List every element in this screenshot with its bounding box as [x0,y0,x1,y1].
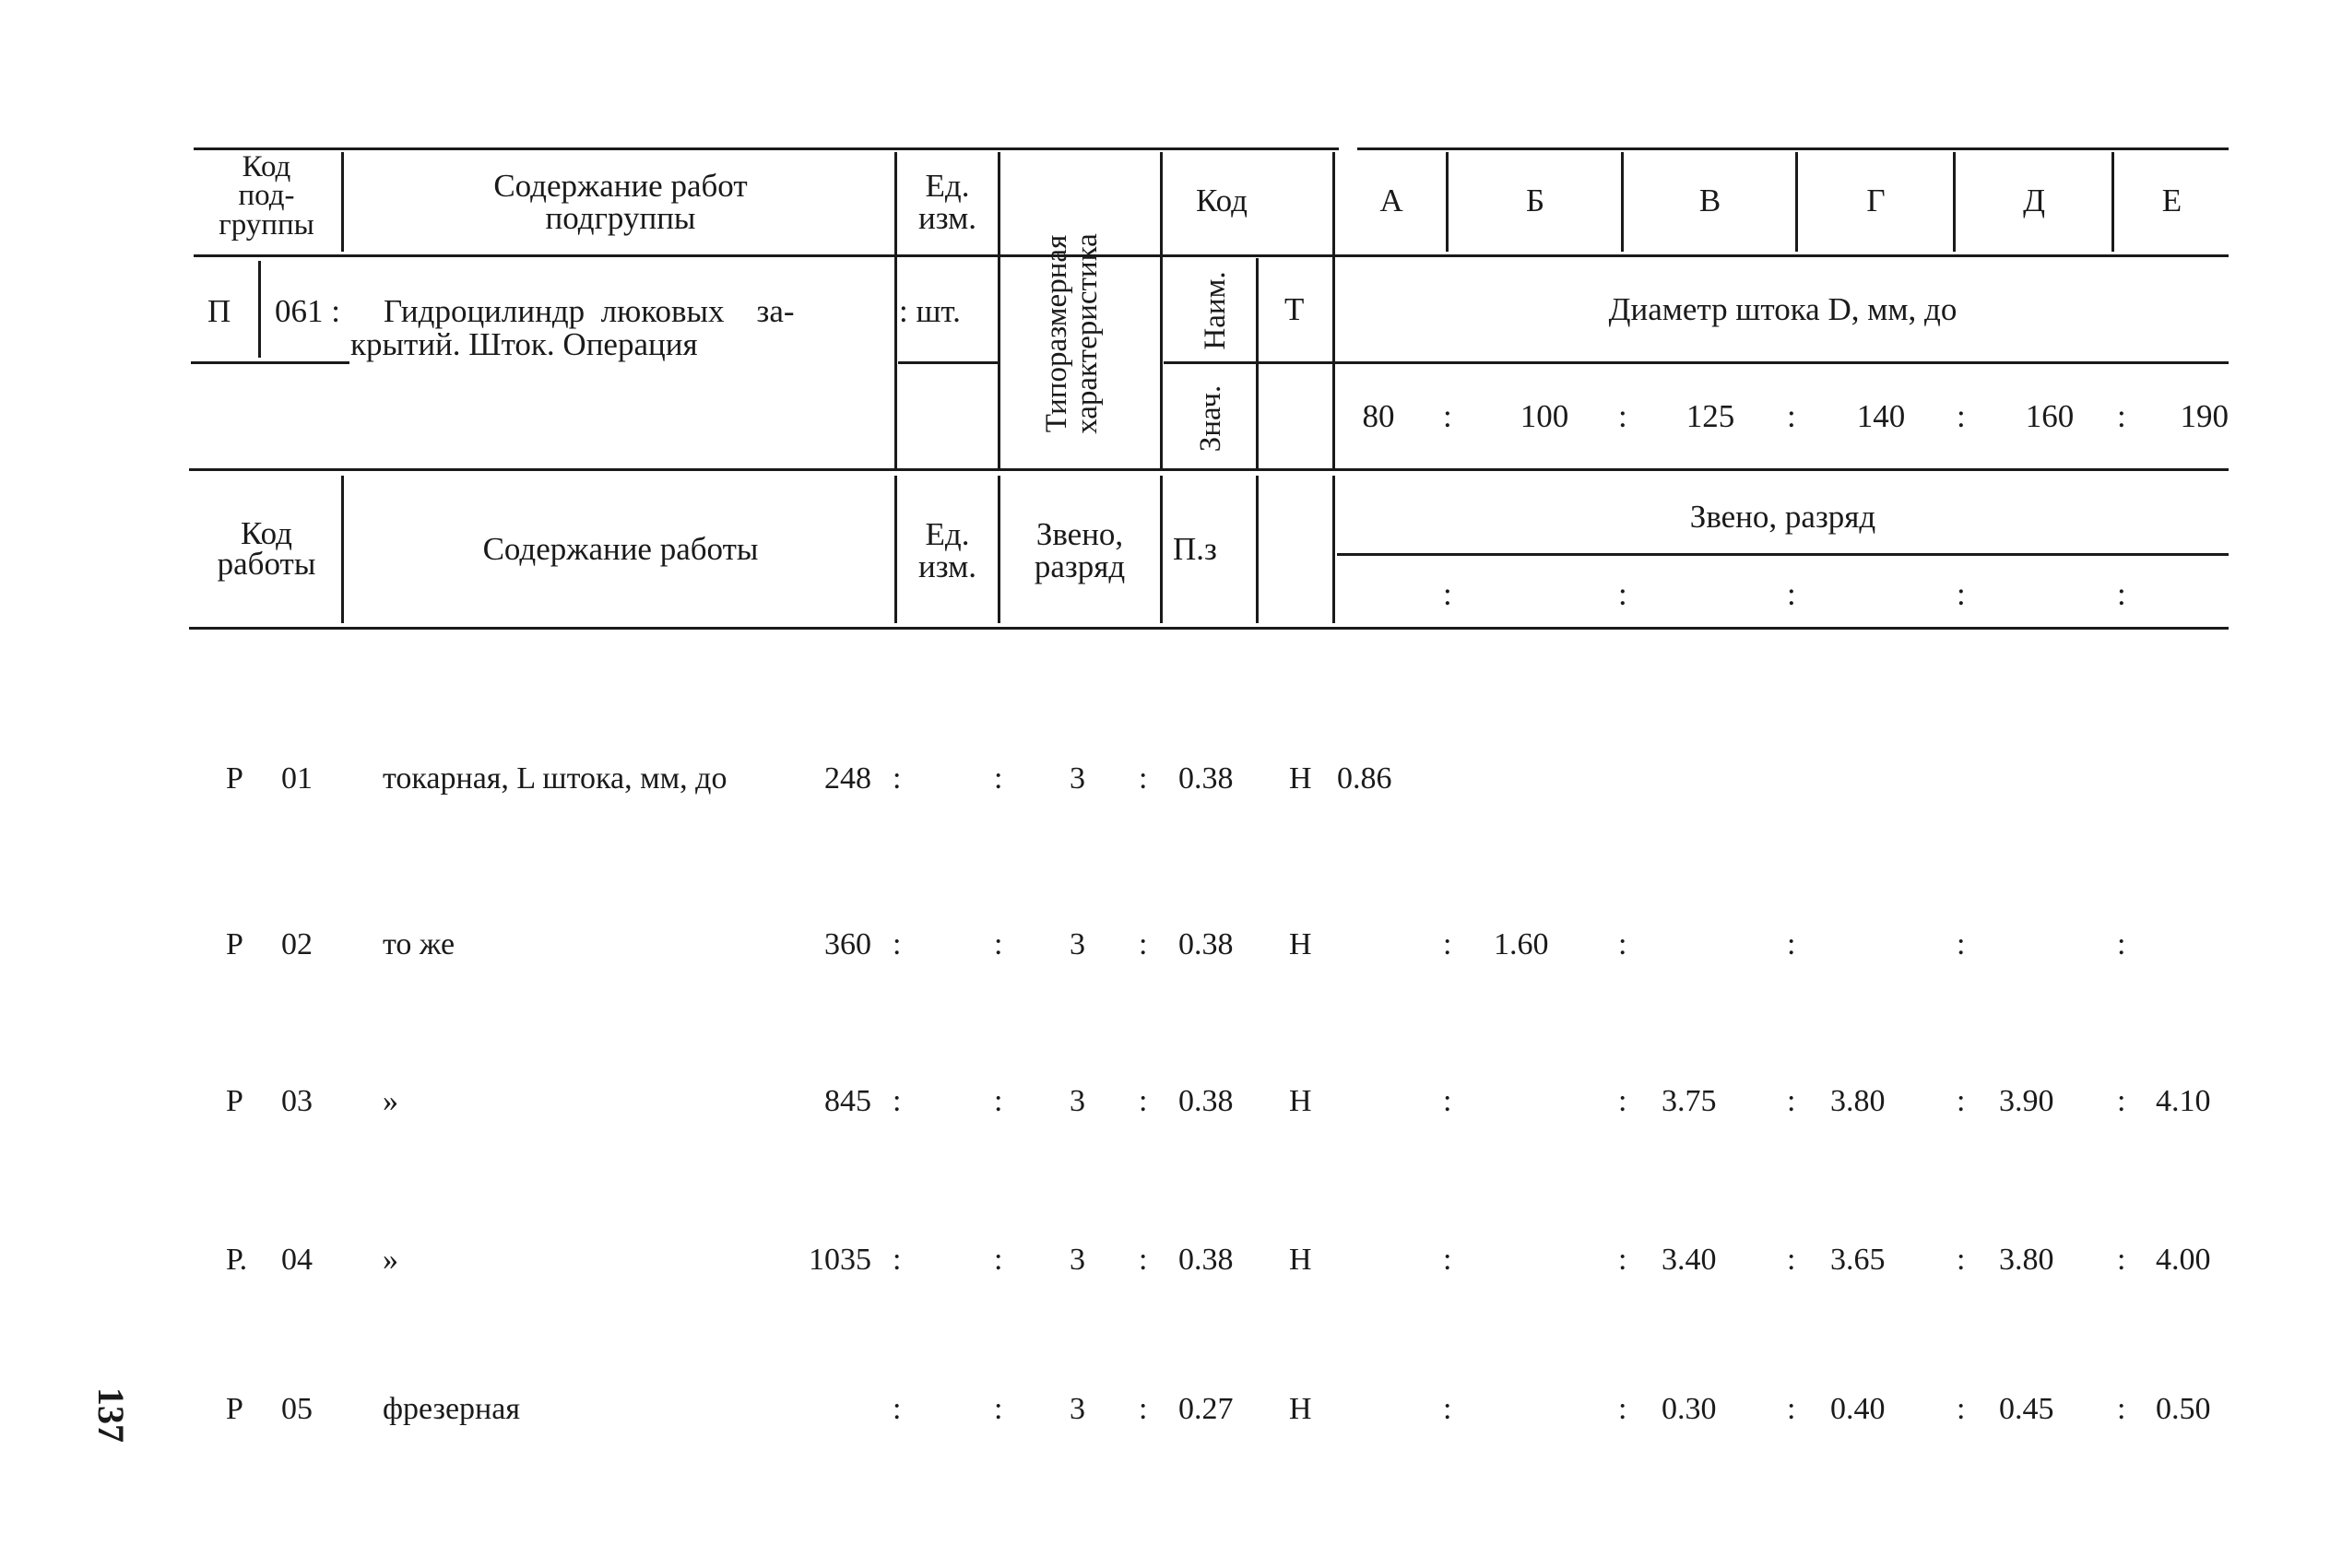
vrule-3 [998,152,1000,470]
row-length: 845 [824,1084,871,1118]
row-length: 1035 [809,1243,871,1277]
row-sep: : [2117,1243,2126,1277]
code-label: Код [1196,183,1248,218]
row-sep: : [994,761,1003,796]
sep-cg4: : [1957,576,1966,612]
rule-code-mid [1164,361,2229,364]
row-sep: : [1787,1243,1796,1277]
vrule-9 [1953,152,1956,252]
vrule-p [258,261,261,358]
row-value: 3.80 [1999,1243,2054,1277]
rule-header-sub [194,254,2229,257]
vrule-l4 [1160,476,1163,623]
subgroup-title-line1: Гидроцилиндр люковых за- [384,293,795,329]
row-pz: 0.38 [1178,761,1234,796]
sep-d2: : [1618,398,1627,434]
work-code-label: Код работы [217,515,316,583]
row-value: 3.80 [1830,1084,1886,1118]
page-number: 137 [90,1387,132,1443]
vrule-7 [1621,152,1624,252]
subgroup-title-line2: крытий. Шток. Операция [350,326,698,362]
row-sep: : [1787,1392,1796,1426]
row-value: 0.40 [1830,1392,1886,1426]
row-sep: : [1618,1084,1627,1118]
diameter-value-v: 125 [1686,398,1735,434]
rule-top-left [194,147,1339,150]
row-grade: 3 [1070,761,1085,796]
row-sep: : [1139,1084,1148,1118]
row-sep: : [1787,1084,1796,1118]
row-code: 01 [281,761,313,796]
row-value: 4.00 [2156,1243,2211,1277]
row-sep: : [1443,1392,1452,1426]
row-sep: : [1443,1243,1452,1277]
row-value: 3.65 [1830,1243,1886,1277]
column-a: А [1379,183,1403,218]
row-sep: : [994,1392,1003,1426]
vrule-5 [1332,152,1335,470]
diameter-value-g: 140 [1856,398,1906,434]
diameter-value-b: 100 [1520,398,1569,434]
column-g: Г [1866,183,1886,218]
row-t: Н [1289,927,1312,961]
row-sep: : [2117,1084,2126,1118]
row-content: токарная, L штока, мм, до [383,761,727,796]
vrule-l6 [1332,476,1335,623]
row-sep: : [1957,1243,1966,1277]
row-grade: 3 [1070,1084,1085,1118]
work-content-label: Содержание работы [482,531,759,567]
row-pz: 0.38 [1178,1243,1234,1277]
diameter-value-a: 80 [1362,398,1395,434]
row-code: 05 [281,1392,313,1426]
diameter-label: Диаметр штока D, мм, до [1608,291,1958,327]
row-sep: : [1787,927,1796,961]
row-t: Н [1289,1084,1312,1118]
row-t: Н [1289,761,1312,796]
subgroup-code-label: Код под- группы [219,150,314,242]
row-content: » [383,1084,398,1118]
column-d: Д [2023,183,2045,218]
row-sep: : [1443,927,1452,961]
row-value: 0.45 [1999,1392,2054,1426]
row-sep: : [994,1243,1003,1277]
vrule-l2 [894,476,897,623]
vrule-6 [1446,152,1449,252]
row-length: 248 [824,761,871,796]
row-code: 02 [281,927,313,961]
row-value: 0.30 [1662,1392,1717,1426]
value-label: Знач. [1194,384,1227,453]
column-e: Е [2161,183,2182,218]
subgroup-prefix: П [207,293,231,329]
row-value: 1.60 [1494,927,1549,961]
sep-d5: : [2117,398,2126,434]
row-content: » [383,1243,398,1277]
row-sep: : [2117,1392,2126,1426]
row-sep: : [1443,1084,1452,1118]
diameter-value-e: 190 [2180,398,2229,434]
vrule-1 [341,152,344,252]
sep-cg2: : [1618,576,1627,612]
rule-subgroup-unit [898,361,999,364]
row-grade: 3 [1070,1243,1085,1277]
row-sep: : [1957,1084,1966,1118]
row-sep: : [1139,761,1148,796]
t-label: Т [1284,291,1305,327]
row-value: 0.86 [1337,761,1392,796]
work-unit-label: Ед. изм. [918,516,976,584]
row-grade: 3 [1070,1392,1085,1426]
rule-crew-sub [1337,553,2229,556]
row-sep: : [994,927,1003,961]
row-value: 3.90 [1999,1084,2054,1118]
row-sep: : [1139,1392,1148,1426]
row-sep: : [1618,1392,1627,1426]
row-prefix: Р [226,927,243,961]
row-pz: 0.27 [1178,1392,1234,1426]
column-v: В [1698,183,1721,218]
vrule-2 [894,152,897,470]
subgroup-code: 061 : [275,293,340,329]
row-sep: : [893,761,902,796]
row-t: Н [1289,1392,1312,1426]
vrule-l3 [998,476,1000,623]
row-sep: : [1618,1243,1627,1277]
rule-top-right [1357,147,2229,150]
row-value: 4.10 [2156,1084,2211,1118]
crew-grade-label: Звено, разряд [1689,499,1876,535]
row-sep: : [1957,927,1966,961]
row-t: Н [1289,1243,1312,1277]
sep-d3: : [1787,398,1796,434]
size-characteristic-label: Типоразмерная характеристика [1040,233,1104,434]
row-sep: : [994,1084,1003,1118]
unit-label: Ед. изм. [918,168,976,236]
row-grade: 3 [1070,927,1085,961]
subgroup-unit: : шт. [899,293,961,329]
vrule-l5 [1256,476,1259,623]
row-value: 3.75 [1662,1084,1717,1118]
row-sep: : [893,1243,902,1277]
row-sep: : [893,1084,902,1118]
row-sep: : [1957,1392,1966,1426]
row-sep: : [1139,927,1148,961]
vrule-10 [2111,152,2114,252]
sep-cg5: : [2117,576,2126,612]
sep-d1: : [1443,398,1452,434]
diameter-value-d: 160 [2025,398,2075,434]
sep-d4: : [1957,398,1966,434]
sep-cg3: : [1787,576,1796,612]
row-length: 360 [824,927,871,961]
vrule-l1 [341,476,344,623]
name-label: Наим. [1199,271,1232,350]
row-sep: : [1618,927,1627,961]
rule-table-bottom [189,627,2229,630]
row-pz: 0.38 [1178,1084,1234,1118]
row-value: 3.40 [1662,1243,1717,1277]
row-sep: : [1139,1243,1148,1277]
row-code: 03 [281,1084,313,1118]
row-prefix: Р [226,1392,243,1426]
row-prefix: Р. [226,1243,248,1277]
subgroup-content-label: Содержание работ подгруппы [493,168,748,236]
vrule-t [1256,258,1259,468]
row-value: 0.50 [2156,1392,2211,1426]
rule-subgroup-left [191,361,349,364]
sep-cg1: : [1443,576,1452,612]
row-sep: : [893,1392,902,1426]
crew-label: Звено, разряд [1034,516,1126,584]
column-b: Б [1525,183,1545,218]
row-prefix: Р [226,761,243,796]
row-code: 04 [281,1243,313,1277]
row-pz: 0.38 [1178,927,1234,961]
row-content: фрезерная [383,1392,520,1426]
row-prefix: Р [226,1084,243,1118]
row-content: то же [383,927,455,961]
row-sep: : [893,927,902,961]
pz-label: П.з [1173,531,1217,567]
vrule-8 [1795,152,1798,252]
row-sep: : [2117,927,2126,961]
